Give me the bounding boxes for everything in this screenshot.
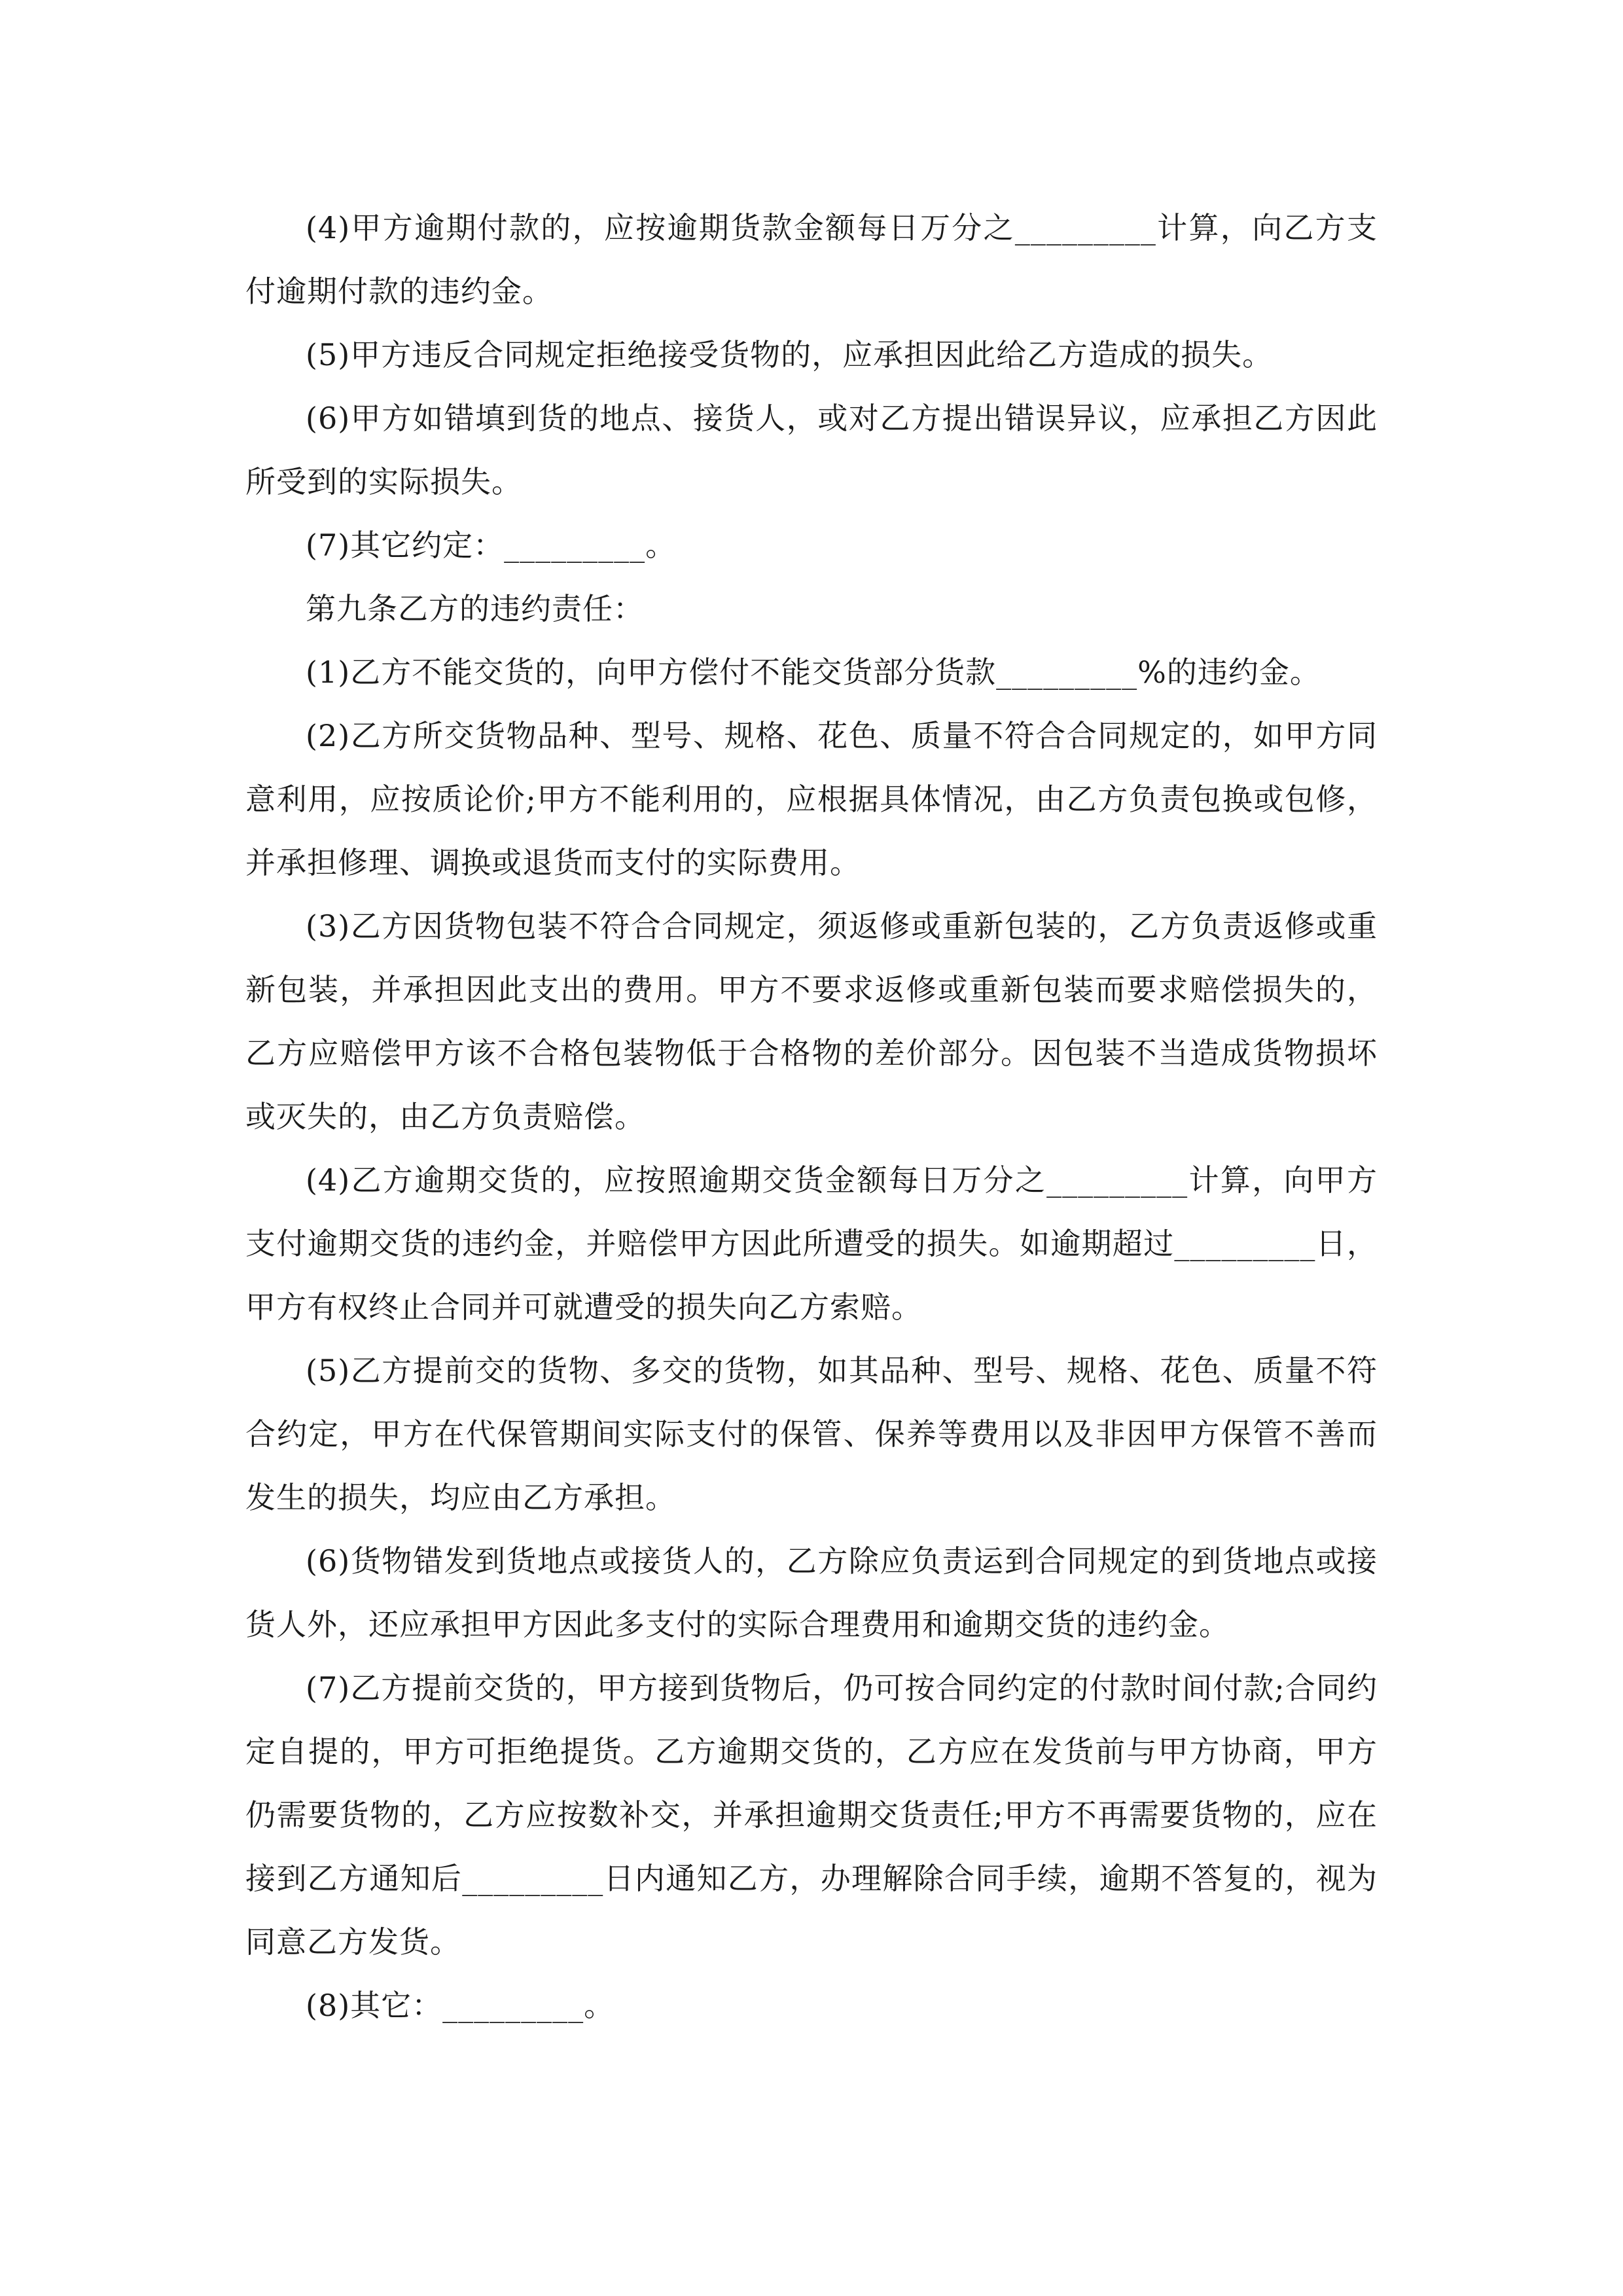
clause-paragraph: (4)甲方逾期付款的，应按逾期货款金额每日万分之_________计算，向乙方支付逾期付款的违约金。 xyxy=(245,210,1378,309)
article-heading: 第九条乙方的违约责任： xyxy=(306,591,644,626)
clause-paragraph: (8)其它：_________。 xyxy=(306,1988,615,2023)
clause-paragraph: (7)其它约定：_________。 xyxy=(306,528,677,563)
clause-paragraph: (4)乙方逾期交货的，应按照逾期交货金额每日万分之_________计算，向甲方支付逾期交货的违约金，并赔偿甲方因此所遭受的损失。如逾期超过_________日，甲方有权终止合同并可就遭受的损失向乙方索赔。 xyxy=(245,1162,1378,1325)
clause-paragraph: (5)乙方提前交的货物、多交的货物，如其品种、型号、规格、花色、质量不符合约定，甲方在代保管期间实际支付的保管、保养等费用以及非因甲方保管不善而发生的损失，均应由乙方承担。 xyxy=(245,1353,1378,1515)
clause-paragraph: (3)乙方因货物包装不符合合同规定，须返修或重新包装的，乙方负责返修或重新包装，并承担因此支出的费用。甲方不要求返修或重新包装而要求赔偿损失的，乙方应赔偿甲方该不合格包装物低于合格物的差价部分。因包装不当造成货物损坏或灭失的，由乙方负责赔偿。 xyxy=(245,908,1378,1134)
clause-paragraph: (2)乙方所交货物品种、型号、规格、花色、质量不符合合同规定的，如甲方同意利用，应按质论价;甲方不能利用的，应根据具体情况，由乙方负责包换或包修，并承担修理、调换或退货而支付的实际费用。 xyxy=(245,718,1378,880)
clause-paragraph: (6)货物错发到货地点或接货人的，乙方除应负责运到合同规定的到货地点或接货人外，还应承担甲方因此多支付的实际合理费用和逾期交货的违约金。 xyxy=(245,1543,1378,1642)
clause-paragraph: (1)乙方不能交货的，向甲方偿付不能交货部分货款_________%的违约金。 xyxy=(306,655,1321,690)
clause-paragraph: (7)乙方提前交货的，甲方接到货物后，仍可按合同约定的付款时间付款;合同约定自提的，甲方可拒绝提货。乙方逾期交货的，乙方应在发货前与甲方协商，甲方仍需要货物的，乙方应按数补交，并承担逾期交货责任;甲方不再需要货物的，应在接到乙方通知后_________日内通知乙方，办理解除合同手续，逾期不答复的，视为同意乙方发货。 xyxy=(245,1670,1378,1960)
clause-paragraph: (6)甲方如错填到货的地点、接货人，或对乙方提出错误异议，应承担乙方因此所受到的实际损失。 xyxy=(245,401,1378,499)
document-body xyxy=(245,196,1378,2037)
clause-paragraph: (5)甲方违反合同规定拒绝接受货物的，应承担因此给乙方造成的损失。 xyxy=(306,337,1274,372)
